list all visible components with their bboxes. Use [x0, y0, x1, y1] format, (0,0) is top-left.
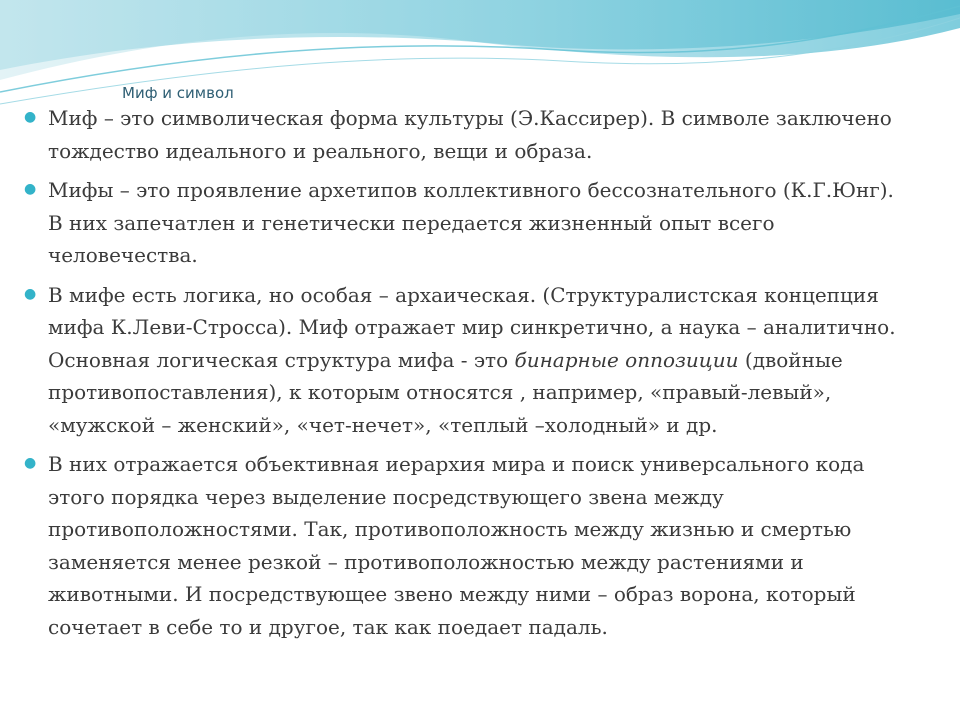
bullet-icon: ● [24, 181, 37, 197]
bullet-list [24, 102, 904, 650]
bullet-text-italic: бинарные оппозиции [514, 347, 739, 372]
bullet-text-part: В мифе есть логика, но особая – архаическая. (Структуралистская концепция мифа К.Леви-Стросса). Миф отражает мир синкретично, а наука – аналитично. Основная логическая структура мифа - это [48, 282, 896, 372]
bullet-icon: ● [24, 109, 37, 125]
bullet-text: Миф – это символическая форма культуры (Э.Кассирер). В символе заключено тождество идеального и реального, вещи и образа. [48, 106, 892, 163]
bullet-icon: ● [24, 455, 37, 471]
slide-title: Миф и символ [122, 84, 234, 102]
bullet-text-part: (двойные противопоставления), к которым относятся , например, «правый-левый», «мужской – женский», «чет-нечет», «теплый –холодный» и др. [48, 347, 843, 437]
bullet-item [24, 174, 904, 272]
bullet-text: В них отражается объективная иерархия мира и поиск универсального кода этого порядка через выделение посредствующего звена между противоположностями. Так, противоположность между жизнью и смертью заменяется менее резкой – противоположностью между растениями и животными. И посредствующее звено между ними – образ ворона, который сочетает в себе то и другое, так как поедает падаль. [48, 452, 865, 639]
bullet-item [24, 102, 904, 167]
bullet-icon: ● [24, 285, 37, 302]
bullet-text [48, 283, 896, 437]
bullet-text: Мифы – это проявление архетипов коллективного бессознательного (К.Г.Юнг). В них запечатлен и генетически передается жизненный опыт всего человечества. [48, 178, 894, 267]
bullet-item [24, 279, 904, 442]
wave-front [0, 0, 960, 70]
bullet-item [24, 448, 904, 643]
